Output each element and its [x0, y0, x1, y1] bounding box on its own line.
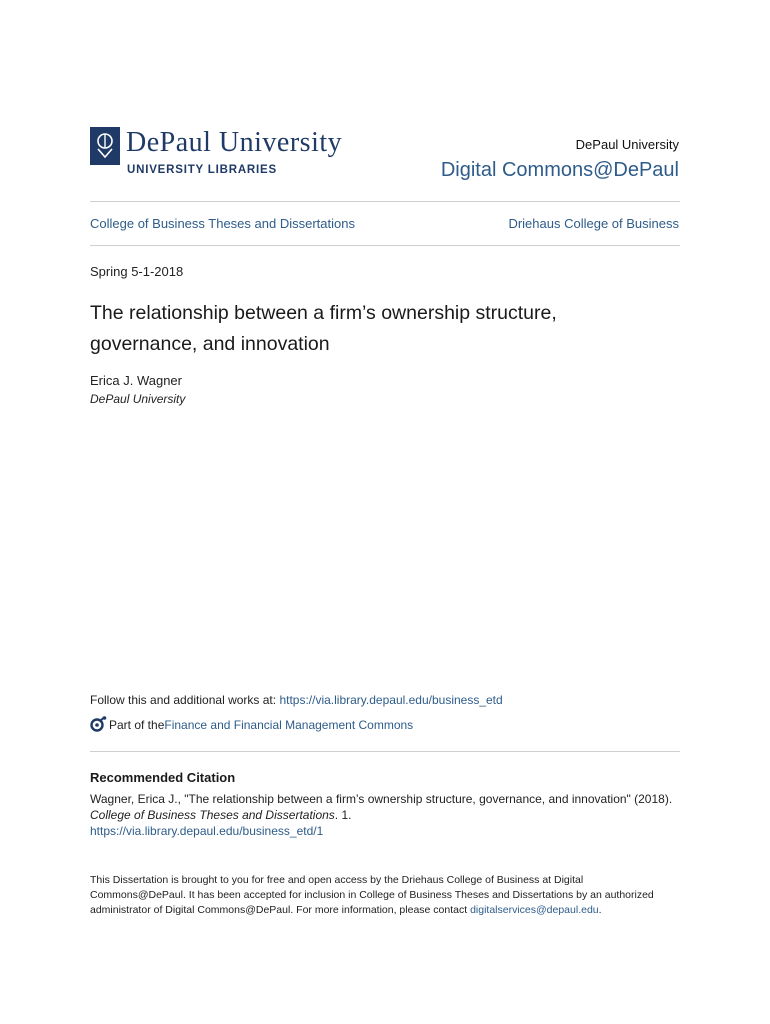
paper-title: The relationship between a firm’s ownership structure, governance, and innovation: [90, 302, 557, 355]
partof-line: [90, 716, 413, 733]
logo-subtitle: UNIVERSITY LIBRARIES: [127, 164, 277, 176]
author-name: Erica J. Wagner: [90, 373, 182, 388]
follow-url-link[interactable]: https://via.library.depaul.edu/business_etd: [279, 693, 503, 707]
network-commons-icon: [90, 716, 107, 733]
citation-number: . 1.: [334, 808, 352, 822]
department-link[interactable]: Driehaus College of Business: [508, 216, 679, 231]
citation-body: Wagner, Erica J., "The relationship between a firm’s ownership structure, governance, and innovation" (2018).: [90, 792, 673, 806]
depaul-shield-icon: [90, 127, 120, 165]
citation-series: College of Business Theses and Dissertations: [90, 808, 335, 822]
access-notice: [90, 873, 680, 918]
partof-label: Part of the: [109, 717, 165, 732]
citation-text: [90, 791, 680, 839]
notice-end: .: [598, 904, 602, 916]
follow-label: Follow this and additional works at:: [90, 693, 280, 707]
logo-wordmark: DePaul University: [126, 127, 343, 158]
divider: [90, 751, 680, 752]
author-affiliation: DePaul University: [90, 392, 186, 406]
contact-email-link[interactable]: digitalservices@depaul.edu: [470, 904, 599, 916]
citation-url-link[interactable]: https://via.library.depaul.edu/business_etd/1: [90, 824, 324, 838]
institution-name: DePaul University: [575, 137, 679, 152]
follow-line: [90, 693, 503, 707]
divider: [90, 245, 680, 246]
publication-date: Spring 5-1-2018: [90, 264, 184, 279]
repository-link[interactable]: Digital Commons@DePaul: [440, 159, 679, 181]
citation-heading: Recommended Citation: [90, 770, 236, 785]
depaul-libraries-logo[interactable]: [90, 127, 380, 182]
commons-link[interactable]: Finance and Financial Management Commons: [164, 717, 414, 732]
collection-link[interactable]: College of Business Theses and Dissertations: [90, 216, 355, 231]
notice-text: This Dissertation is brought to you for free and open access by the Driehaus College of Business at Digital Commons@DePaul. It has been accepted for inclusion in College of Business Theses and Dissertations by an authorized administrator of Digital Commons@DePaul. For more information, please contact: [90, 874, 654, 916]
divider: [90, 201, 680, 202]
